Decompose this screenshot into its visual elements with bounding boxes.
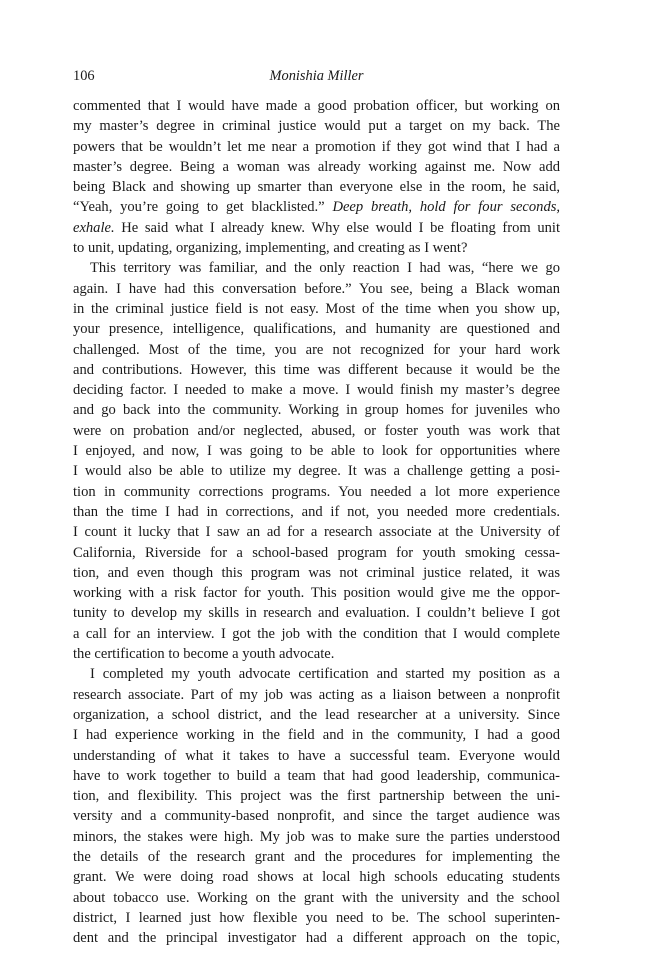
text-line: in the criminal justice field is not easy. Most of the time when you show up,	[73, 300, 560, 317]
paragraph-start: I completed my youth advocate certification and started my position as a	[90, 666, 560, 683]
text-line: challenged. Most of the time, you are not recognized for your hard work	[73, 341, 560, 358]
italic-text: Deep breath, hold for four seconds,	[332, 199, 561, 216]
sentence-text: He said what I already knew. Why else would I be floating from unit	[121, 219, 560, 236]
text-line: I count it lucky that I saw an ad for a research associate at the University of	[73, 524, 560, 541]
text-line: my master’s degree in criminal justice would put a target on my back. The	[73, 118, 560, 135]
text-line: understanding of what it takes to have a successful team. Everyone would	[73, 747, 560, 764]
body-text	[73, 96, 560, 948]
running-head	[73, 66, 560, 86]
text-line: being Black and showing up smarter than everyone else in the room, he said,	[73, 179, 560, 196]
text-line: powers that be wouldn’t let me near a promotion if they got wind that I had a	[73, 138, 560, 155]
text-line: I would also be able to utilize my degree. It was a challenge getting a posi-	[73, 463, 560, 480]
text-line: research associate. Part of my job was acting as a liaison between a nonprofit	[73, 686, 560, 703]
italic-text: exhale.	[73, 219, 115, 236]
text-line: the details of the research grant and the procedures for implementing the	[73, 848, 560, 865]
text-line: organization, a school district, and the lead researcher at a university. Since	[73, 706, 560, 723]
text-line: and contributions. However, this time was different because it would be the	[73, 361, 560, 378]
paragraph-start: This territory was familiar, and the only reaction I had was, “here we go	[90, 260, 560, 277]
text-line: grant. We were doing road shows at local high schools educating students	[73, 869, 560, 886]
text-line: commented that I would have made a good probation officer, but working on	[73, 98, 560, 114]
text-line: were on probation and/or neglected, abused, or foster youth was work that	[73, 422, 560, 439]
text-line: working with a risk factor for youth. This position would give me the oppor-	[73, 585, 560, 602]
text-line: district, I learned just how flexible you need to be. The school superinten-	[73, 909, 560, 926]
text-line	[73, 218, 560, 238]
text-line: the certification to become a youth advocate.	[73, 646, 335, 663]
text-line: than the time I had in corrections, and if not, you needed more credentials.	[73, 503, 560, 520]
text-line: tion, and even though this program was not criminal justice related, it was	[73, 564, 560, 581]
text-line: I had experience working in the field and in the community, I had a good	[73, 727, 560, 744]
text-line: to unit, updating, organizing, implementing, and creating as I went?	[73, 240, 468, 257]
text-line: tion in community corrections programs. You needed a lot more experience	[73, 483, 560, 500]
text-line: versity and a community-based nonprofit, and since the target audience was	[73, 808, 560, 825]
text-line: and go back into the community. Working in group homes for juveniles who	[73, 402, 560, 419]
text-line: tunity to develop my skills in research and evaluation. I couldn’t believe I got	[73, 605, 560, 622]
text-line: dent and the principal investigator had a different approach on the topic,	[73, 930, 560, 947]
text-line: California, Riverside for a school-based program for youth smoking cessa-	[73, 544, 560, 561]
quote-text: “Yeah, you’re going to get blacklisted.”	[73, 199, 325, 216]
text-line	[73, 197, 560, 217]
book-page	[73, 66, 560, 948]
text-line: I enjoyed, and now, I was going to be able to look for opportunities where	[73, 443, 560, 460]
text-line: again. I have had this conversation before.” You see, being a Black woman	[73, 280, 560, 297]
text-line: master’s degree. Being a woman was already working against me. Now add	[73, 158, 560, 175]
text-line: have to work together to build a team that had good leadership, communica-	[73, 767, 560, 784]
text-line: minors, the stakes were high. My job was to make sure the parties understood	[73, 828, 560, 845]
running-head-author: Monishia Miller	[269, 68, 364, 84]
page-number: 106	[73, 68, 95, 84]
text-line: a call for an interview. I got the job with the condition that I would complete	[73, 625, 560, 642]
text-line: your presence, intelligence, qualifications, and humanity are questioned and	[73, 321, 560, 338]
text-line: about tobacco use. Working on the grant with the university and the school	[73, 889, 560, 906]
text-line: tion, and flexibility. This project was the first partnership between the uni-	[73, 788, 560, 805]
text-line: deciding factor. I needed to make a move. I would finish my master’s degree	[73, 382, 560, 399]
